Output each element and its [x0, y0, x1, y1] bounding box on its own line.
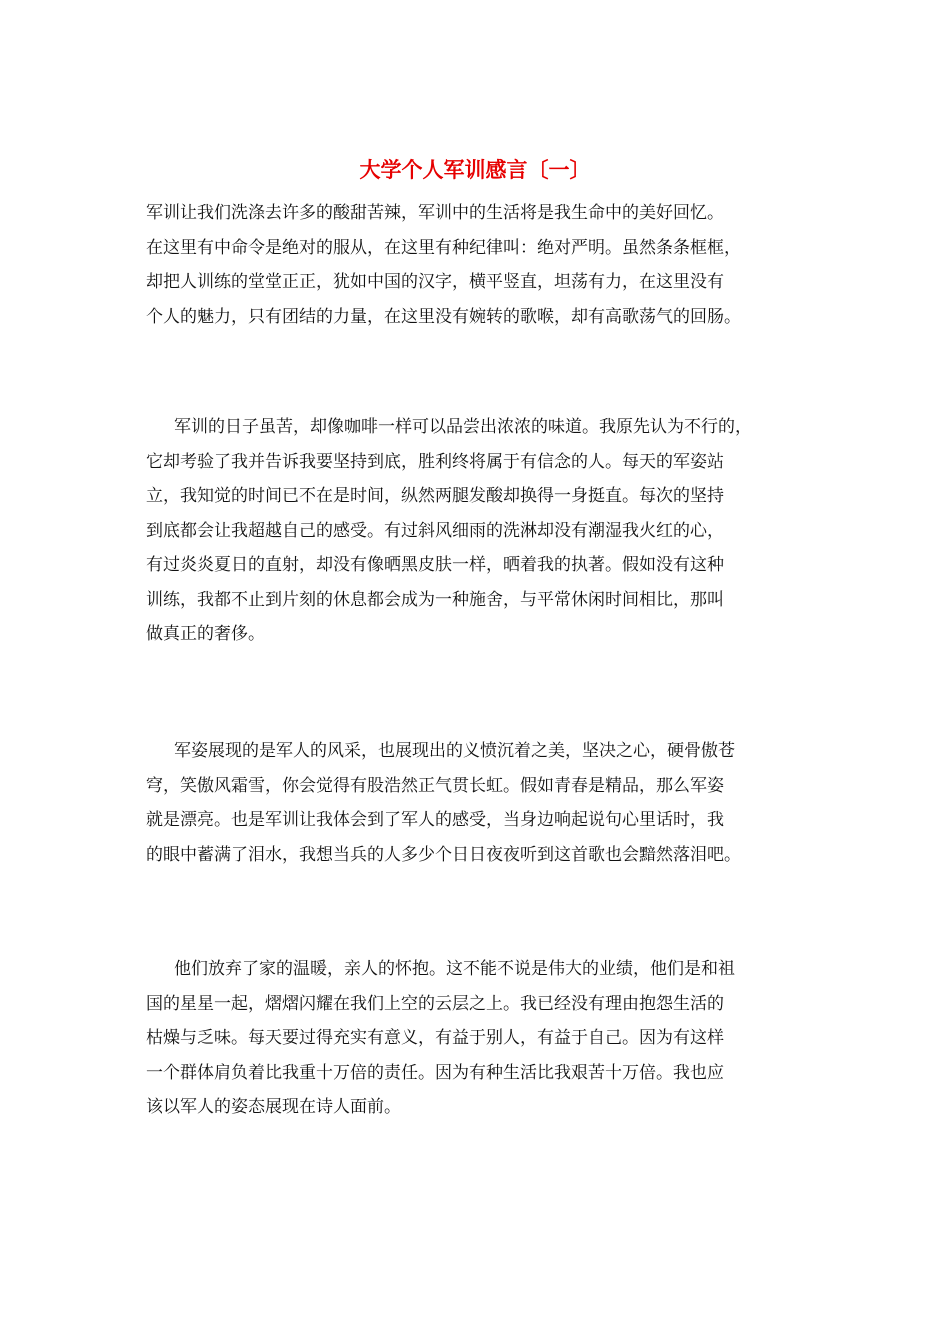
paragraph-line: 做真正的奢侈。: [146, 624, 265, 644]
paragraph-line: 却把人训练的堂堂正正，犹如中国的汉字，横平竖直，坦荡有力，在这里没有: [146, 272, 724, 292]
paragraph-1: [146, 196, 741, 334]
paragraph-line: 该以军人的姿态展现在诗人面前。: [146, 1097, 401, 1117]
paragraph-4: [146, 952, 735, 1125]
paragraph-3: [146, 734, 741, 872]
paragraph-line: 的眼中蓄满了泪水，我想当兵的人多少个日日夜夜听到这首歌也会黯然落泪吧。: [146, 844, 741, 865]
paragraph-line: 训练，我都不止到片刻的休息都会成为一种施舍，与平常休闲时间相比，那叫: [146, 589, 724, 610]
paragraph-line: 军姿展现的是军人的风采，也展现出的义愤沉着之美，坚决之心，硬骨傲苍: [174, 741, 735, 761]
paragraph-line: 在这里有中命令是绝对的服从，在这里有种纪律叫：绝对严明。虽然条条框框，: [146, 237, 741, 258]
paragraph-line: 穹，笑傲风霜雪，你会觉得有股浩然正气贯长虹。假如青春是精品，那么军姿: [146, 775, 724, 796]
paragraph-line: 它却考验了我并告诉我要坚持到底，胜利终将属于有信念的人。每天的军姿站: [146, 451, 724, 472]
paragraph-line: 个人的魅力，只有团结的力量，在这里没有婉转的歌喉，却有高歌荡气的回肠。: [146, 306, 741, 327]
paragraph-line: 到底都会让我超越自己的感受。有过斜风细雨的洗淋却没有潮湿我火红的心，: [146, 520, 724, 541]
paragraph-line: 军训的日子虽苦，却像咖啡一样可以品尝出浓浓的味道。我原先认为不行的，: [174, 417, 752, 437]
paragraph-line: 他们放弃了家的温暖，亲人的怀抱。这不能不说是伟大的业绩，他们是和祖: [174, 959, 735, 979]
paragraph-line: 枯燥与乏味。每天要过得充实有意义，有益于别人，有益于自己。因为有这样: [146, 1028, 724, 1048]
paragraph-line: 就是漂亮。也是军训让我体会到了军人的感受，当身边响起说句心里话时，我: [146, 810, 724, 830]
paragraph-line: 立，我知觉的时间已不在是时间，纵然两腿发酸却换得一身挺直。每次的坚持: [146, 486, 724, 506]
paragraph-line: 军训让我们洗涤去许多的酸甜苦辣，军训中的生活将是我生命中的美好回忆。: [146, 203, 724, 223]
paragraph-line: 一个群体肩负着比我重十万倍的责任。因为有种生活比我艰苦十万倍。我也应: [146, 1062, 724, 1083]
paragraph-line: 国的星星一起，熠熠闪耀在我们上空的云层之上。我已经没有理由抱怨生活的: [146, 993, 724, 1014]
document-title: 大学个人军训感言〔一〕: [359, 157, 591, 182]
paragraph-line: 有过炎炎夏日的直射，却没有像晒黑皮肤一样，晒着我的执著。假如没有这种: [146, 555, 724, 575]
paragraph-2: [146, 410, 752, 652]
